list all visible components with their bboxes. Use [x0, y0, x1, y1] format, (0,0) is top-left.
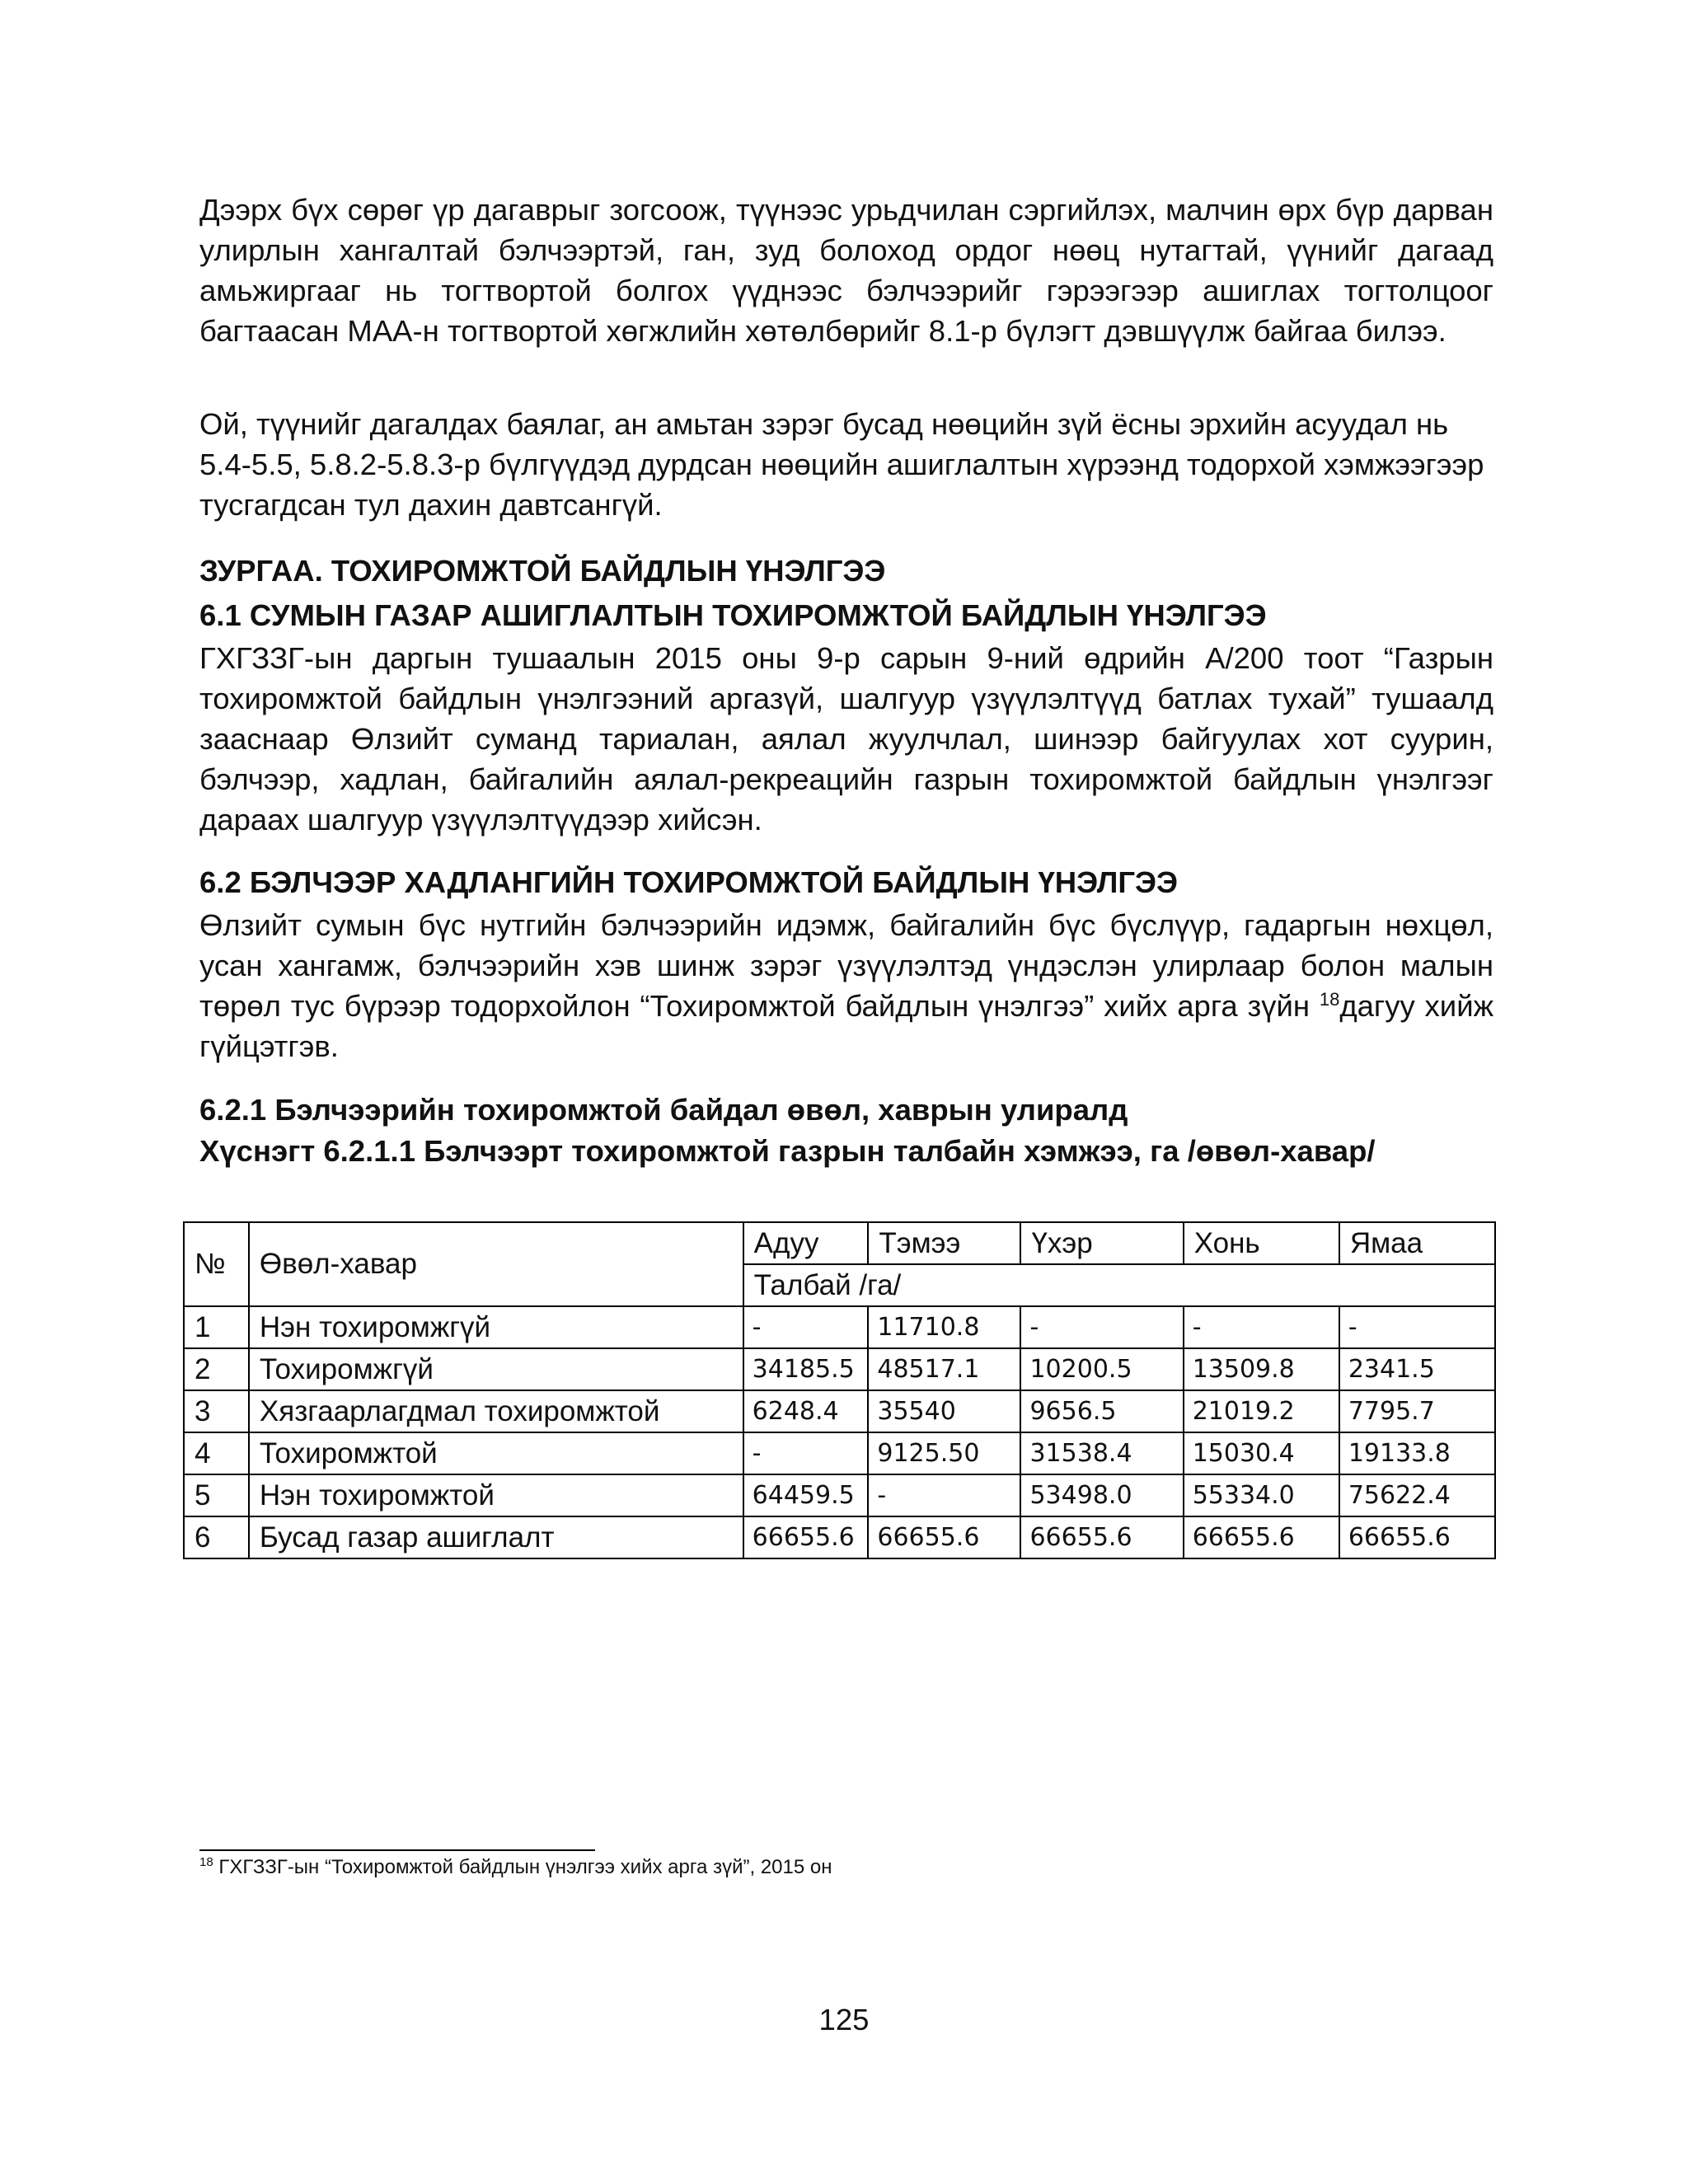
cell-value: 66655.6 [868, 1516, 1020, 1558]
row-label: Нэн тохиромжтой [249, 1474, 743, 1516]
cell-value: 53498.0 [1020, 1474, 1183, 1516]
row-number: 3 [184, 1390, 249, 1432]
paragraph-land-use-assessment: ГХГЗЗГ-ын даргын тушаалын 2015 оны 9-р сарын 9-ний өдрийн А/200 тоот “Газрын тохиромжтой байдлын үнэлгээний аргазүй, шалгуур үзүүлэлтүүд батлах тухай” тушаалд зааснаар Өлзийт суманд тариалан, аялал жуулчлал, шинээр байгуулах хот суурин, бэлчээр, хадлан, байгалийн аялал-рекреацийн газрын тохиромжтой байдлын үнэлгээг дараах шалгуур үзүүлэлтүүдээр хийсэн. [199, 641, 1493, 837]
paragraph-text-continued: дагуу хийж гүйцэтгэв. [199, 989, 1493, 1063]
table-row [184, 1348, 1495, 1390]
header-unit: Талбай /га/ [743, 1264, 1495, 1306]
section-heading-6-2: 6.2 БЭЛЧЭЭР ХАДЛАНГИЙН ТОХИРОМЖТОЙ БАЙДЛЫН ҮНЭЛГЭЭ [199, 865, 1178, 899]
cell-value: 9125.50 [868, 1432, 1020, 1474]
table-row [184, 1390, 1495, 1432]
page-number: 125 [818, 2003, 870, 2036]
table-row [184, 1474, 1495, 1516]
cell-value: 6248.4 [743, 1390, 869, 1432]
header-horse: Адуу [743, 1222, 869, 1264]
row-label: Тохиромжтой [249, 1432, 743, 1474]
table-row [184, 1306, 1495, 1348]
paragraph-pasture-consequences: Дээрх бүх сөрөг үр дагаврыг зогсоож, түүнээс урьдчилан сэргийлэх, малчин өрх бүр дарван улирлын хангалтай бэлчээртэй, ган, зуд болоход ордог нөөц нутагтай, үүнийг дагаад амьжиргааг нь тогтвортой болгох үүднээс бэлчээрийг гэрээгээр ашиглах тогтолцоог багтаасан МАА-н тогтвортой хөгжлийн хөтөлбөрийг 8.1-р бүлэгт дэвшүүлж байгаа билээ. [199, 193, 1493, 348]
footnote-reference: 18 [1319, 988, 1340, 1010]
footnote-text: ГХГЗЗГ-ын “Тохиромжтой байдлын үнэлгээ хийх арга зүй”, 2015 он [213, 1856, 832, 1878]
cell-value: 66655.6 [1339, 1516, 1495, 1558]
row-label: Нэн тохиромжгүй [249, 1306, 743, 1348]
section-heading-6-1: 6.1 СУМЫН ГАЗАР АШИГЛАЛТЫН ТОХИРОМЖТОЙ БАЙДЛЫН ҮНЭЛГЭЭ [199, 598, 1267, 632]
row-label: Хязгаарлагдмал тохиромжтой [249, 1390, 743, 1432]
cell-value: 21019.2 [1184, 1390, 1339, 1432]
cell-value: 11710.8 [868, 1306, 1020, 1348]
table-header-row [184, 1222, 1495, 1264]
paragraph-forest-resources: Ой, түүнийг дагалдах баялаг, ан амьтан зэрэг бусад нөөцийн зүй ёсны эрхийн асуудал нь 5.4-5.5, 5.8.2-5.8.3-р бүлгүүдэд дурдсан нөөцийн ашиглалтын хүрээнд тодорхой хэмжээгээр тусгагдсан тул дахин давтсангүй. [199, 407, 1484, 522]
row-number: 4 [184, 1432, 249, 1474]
chapter-heading: ЗУРГАА. ТОХИРОМЖТОЙ БАЙДЛЫН ҮНЭЛГЭЭ [199, 554, 886, 588]
header-camel: Тэмээ [868, 1222, 1020, 1264]
footnote [199, 1854, 832, 1881]
cell-value: - [1184, 1306, 1339, 1348]
header-number: № [184, 1222, 249, 1306]
cell-value: - [1339, 1306, 1495, 1348]
row-number: 5 [184, 1474, 249, 1516]
table-row [184, 1516, 1495, 1558]
cell-value: 31538.4 [1020, 1432, 1183, 1474]
cell-value: 34185.5 [743, 1348, 869, 1390]
cell-value: 64459.5 [743, 1474, 869, 1516]
cell-value: 2341.5 [1339, 1348, 1495, 1390]
cell-value: 10200.5 [1020, 1348, 1183, 1390]
cell-value: 66655.6 [743, 1516, 869, 1558]
row-number: 1 [184, 1306, 249, 1348]
paragraph-pasture-assessment [199, 905, 1493, 1066]
row-number: 2 [184, 1348, 249, 1390]
table-caption: Хүснэгт 6.2.1.1 Бэлчээрт тохиромжтой газрын талбайн хэмжээ, га /өвөл-хавар/ [199, 1134, 1376, 1168]
cell-value: 13509.8 [1184, 1348, 1339, 1390]
cell-value: - [743, 1306, 869, 1348]
paragraph-text: Өлзийт сумын бүс нутгийн бэлчээрийн идэмж, байгалийн бүс бүслүүр, гадаргын нөхцөл, усан хангамж, бэлчээрийн хэв шинж зэрэг үзүүлэлтэд үндэслэн улирлаар болон малын төрөл тус бүрээр тодорхойлон “Тохиромжтой байдлын үнэлгээ” хийх арга зүйн [199, 908, 1493, 1023]
row-label: Тохиромжгүй [249, 1348, 743, 1390]
row-label: Бусад газар ашиглалт [249, 1516, 743, 1558]
table-row [184, 1432, 1495, 1474]
cell-value: 35540 [868, 1390, 1020, 1432]
header-category: Өвөл-хавар [249, 1222, 743, 1306]
cell-value: 9656.5 [1020, 1390, 1183, 1432]
pasture-area-table [183, 1221, 1496, 1559]
cell-value: - [868, 1474, 1020, 1516]
cell-value: 48517.1 [868, 1348, 1020, 1390]
cell-value: 55334.0 [1184, 1474, 1339, 1516]
row-number: 6 [184, 1516, 249, 1558]
cell-value: 15030.4 [1184, 1432, 1339, 1474]
cell-value: 75622.4 [1339, 1474, 1495, 1516]
cell-value: - [1020, 1306, 1183, 1348]
subsection-heading-6-2-1: 6.2.1 Бэлчээрийн тохиромжтой байдал өвөл, хаврын улиралд [199, 1093, 1128, 1127]
header-cattle: Үхэр [1020, 1222, 1183, 1264]
footnote-divider [199, 1849, 595, 1851]
cell-value: 66655.6 [1020, 1516, 1183, 1558]
header-sheep: Хонь [1184, 1222, 1339, 1264]
cell-value: 19133.8 [1339, 1432, 1495, 1474]
cell-value: 7795.7 [1339, 1390, 1495, 1432]
cell-value: - [743, 1432, 869, 1474]
cell-value: 66655.6 [1184, 1516, 1339, 1558]
footnote-marker: 18 [199, 1855, 213, 1869]
header-goat: Ямаа [1339, 1222, 1495, 1264]
